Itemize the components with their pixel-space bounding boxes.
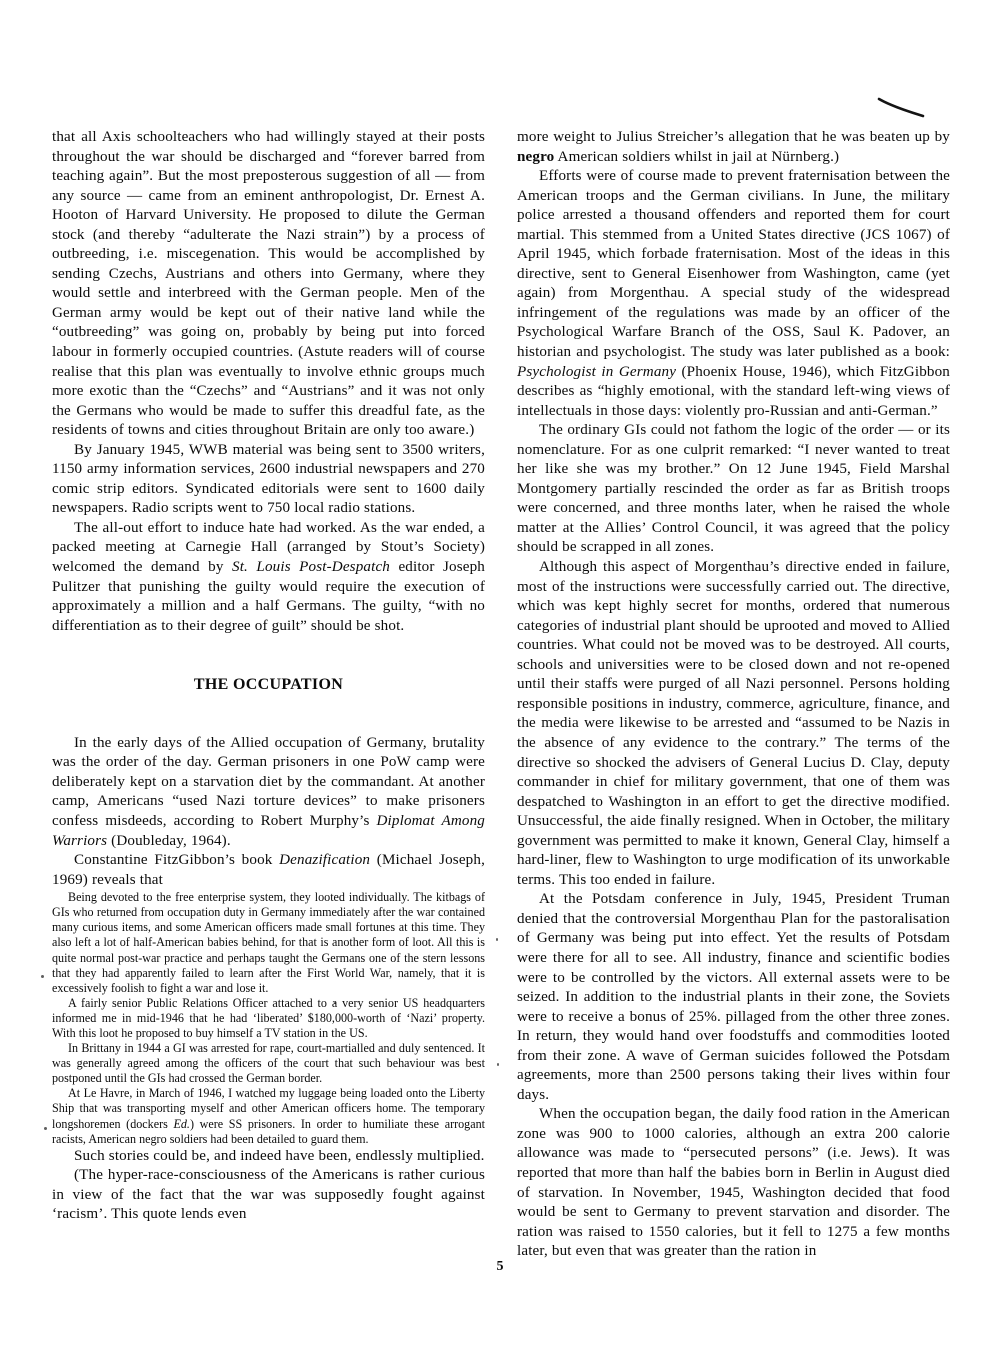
paragraph: Efforts were of course made to prevent fraternisation between the American troops and the German civilians. In June, the military police arrested a thousand offenders and reported them for court martial. This stemmed from a United States directive (JCS 1067) of April 1945, which forbade fraternisation. Most of the ideas in this directive, sent to General Eisenhower from Washington, came (yet again) from Morgenthau. A special study of the widespread infringement of the regulations was made by an officer of the Psychological Warfare Branch of the OSS, Saul K. Padover, an historian and psychologist. The study was later published as a book: Psychologist in Germany (Phoenix House, 1946), which FitzGibbon describes as “highly emotional, with the standard left-wing views of intellectuals in those days: violently pro-Russian and anti-German.”: [517, 168, 950, 419]
pen-stroke-artifact-icon: [877, 96, 925, 118]
paragraph: more weight to Julius Streicher’s allegation that he was beaten up by negro American soldiers whilst in jail at Nürnberg.): [517, 129, 950, 165]
paragraph: Although this aspect of Morgenthau’s directive ended in failure, most of the instructions were successfully carried out. The directive, which was kept highly secret for months, ordered that numerous categories of industrial plant should be uprooted and moved to Allied countries. What could not be moved was to be destroyed. All courts, schools and universities were to be closed down and not re-opened until their staffs were purged of all Nazi personnel. Persons holding responsible positions in industry, commerce, agriculture, finance, and the media were likewise to be arrested and “assumed to be Nazis in the absence of any evidence to the contrary.” The terms of the directive so shocked the advisers of General Lucius D. Clay, deputy commander in chief for military government, that one of them was despatched to Washington in an effort to get the directive modified. Unsuccessful, the aide finally resigned. When in October, the military government was permitted to make it known, General Clay, himself a hard-liner, flew to Washington to urge modification of its unworkable terms. This too ended in failure.: [517, 559, 950, 888]
extract-paragraph: A fairly senior Public Relations Officer attached to a very senior US headquarters informed me in mid-1946 that he had ‘liberated’ $180,000-worth of ‘Nazi’ property. With this loot he proposed to buy himself a TV station in the US.: [52, 995, 485, 1040]
scan-speckle: [41, 975, 44, 978]
paragraph: (The hyper-race-consciousness of the Americans is rather curious in view of the fact that the war was supposedly fought against ‘racism’. This quote lends even: [52, 1167, 485, 1223]
paragraph: By January 1945, WWB material was being sent to 3500 writers, 1150 army information services, 2600 industrial newspapers and 270 comic strip editors. Syndicated editorials were sent to 1600 daily newspapers. Radio scripts went to 750 local radio stations.: [52, 441, 485, 517]
scan-speckle: [44, 1127, 47, 1130]
paragraph: In the early days of the Allied occupation of Germany, brutality was the order of the day. German prisoners in one PoW camp were deliberately kept on a starvation diet by the commandant. At another camp, Americans “used Nazi torture devices” to make prisoners confess misdeeds, according to Robert Murphy’s Diplomat Among Warriors (Doubleday, 1964).: [52, 734, 485, 849]
extract-paragraph: At Le Havre, in March of 1946, I watched my luggage being loaded onto the Liberty Ship that was transporting myself and other American officers home. The temporary longshoremen (dockers Ed.) were SS prisoners. In order to humiliate these arrogant racists, American negro soldiers had been detailed to guard them.: [52, 1086, 485, 1146]
section-heading: THE OCCUPATION: [193, 676, 344, 694]
paragraph: The all-out effort to induce hate had worked. As the war ended, a packed meeting at Carnegie Hall (arranged by Stout’s Society) welcomed the demand by St. Louis Post-Despatch editor Joseph Pulitzer that punishing the guilty would require the execution of approximately a million and a half Germans. The guilty, “with no differentiation as to their degree of guilt” should be shot.: [52, 519, 485, 634]
paragraph: Constantine FitzGibbon’s book Denazification (Michael Joseph, 1969) reveals that: [52, 852, 486, 888]
right-column: [517, 128, 950, 1260]
paragraph: that all Axis schoolteachers who had willingly stayed at their posts throughout the war should be discharged and “forever barred from teaching again”. But the most preposterous suggestion of all — from any source — came from an eminent anthropologist, Dr. Ernest A. Hooton of Harvard University. He proposed to dilute the German stock (and thereby “adulterate the Nazi strain”) by a process of outbreeding, i.e. miscegenation. This would be accomplished by sending Czechs, Austrians and others into Germany, where they would settle and interbreed with the German people. Men of the German army would be kept out of their native land while the “outbreeding” was going on, probably by being put into forced labour in formerly occupied countries. (Astute readers will of course realise that this plan was eventually to involve ethnic groups much more exotic than the “Czechs” and “Austrians” and it was not only the Germans who would be made to suffer this dreadful fate, as the residents of towns and cities throughout Britain are only too aware.): [52, 129, 485, 439]
paragraph: Such stories could be, and indeed have been, endlessly multiplied.: [74, 1147, 485, 1164]
heading-spacer-below: [52, 695, 485, 734]
two-column-text-body: [52, 128, 950, 1260]
paragraph: At the Potsdam conference in July, 1945, President Truman denied that the controversial Morgenthau Plan for the pastoralisation of Germany was being put into effect. Yet the results of Potsdam were there for all to see. All industry, finance and scientific bodies were to be controlled by the victors. All external assets were to be seized. In addition to the industrial plants in their zone, the Soviets were to receive a bonus of 25%. pillaged from the other three zones. In return, they would hand over foodstuffs and commodities looted from their zone. A wave of German suicides followed the Potsdam agreements, more than 2500 persons taking their lives within four days.: [517, 891, 950, 1103]
paragraph: When the occupation began, the daily food ration in the American zone was 900 to 1000 calories, although an extra 200 calorie allowance was made to “persecuted persons” (i.e. Jews). It was reported that more than half the babies born in Berlin in August died of starvation. In November, 1945, Washington decided that food would be sent to Germany to prevent starvation and disorder. The ration was raised to 1550 calories, but it fell to 1275 a few months later, but even that was greater than the ration in: [517, 1106, 950, 1260]
heading-spacer-above: [52, 636, 485, 675]
extract-paragraph: In Brittany in 1944 a GI was arrested for rape, court-martialled and duly sentenced. It was generally agreed among the officers of the court that such behaviour was best postponed until the GIs had crossed the German border.: [52, 1041, 485, 1086]
block-quote-extract: [52, 890, 485, 1147]
paragraph: The ordinary GIs could not fathom the logic of the order — or its nomenclature. For as one culprit remarked: “I never wanted to treat her like she was my brother.” On 12 June 1945, Field Marshal Montgomery partially rescinded the order as far as British troops were concerned, and three months later, when he raised the whole matter at the Allies’ Control Council, it was agreed that the policy should be scrapped in all zones.: [517, 422, 950, 556]
left-column: [52, 128, 485, 1243]
page-number: 5: [496, 1259, 504, 1274]
extract-paragraph: Being devoted to the free enterprise system, they looted individually. The kitbags of GIs who returned from occupation duty in Germany immediately after the war contained many curious items, and some American officers made small fortunes at this time. They also left a lot of half-American babies behind, for that is another form of loot. All this is quite normal post-war practice and perhaps taught the Germans one of the stern lessons that they had apparently failed to learn after the First World War, namely, that it is excessively foolish to fight a war and lose it.: [52, 890, 485, 995]
